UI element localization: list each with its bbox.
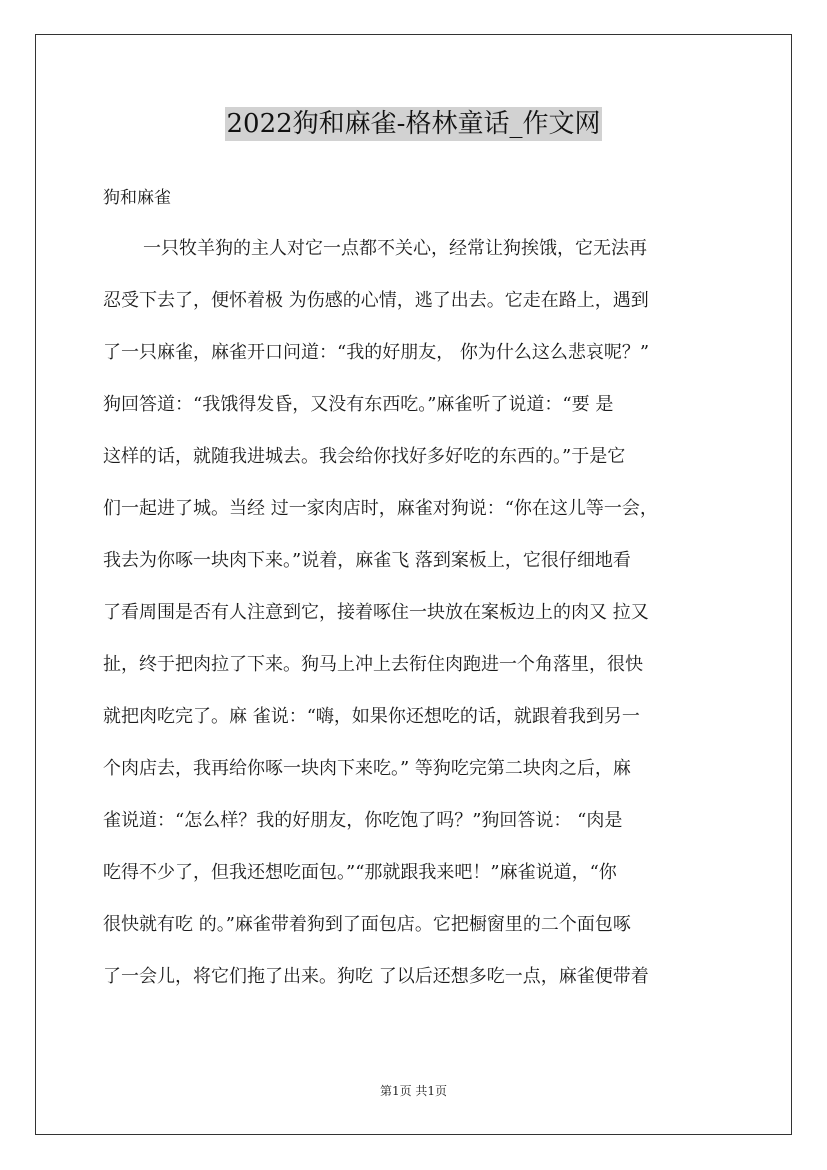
story-title: 狗和麻雀 (103, 188, 171, 208)
text-line: 了看周围是否有人注意到它，接着啄住一块放在案板边上的肉又 拉又 (103, 602, 649, 623)
text-line: 扯，终于把肉拉了下来。狗马上冲上去衔住肉跑进一个角落里，很快 (103, 654, 643, 675)
text-line: 了一只麻雀，麻雀开口问道：“我的好朋友， 你为什么这么悲哀呢？” (103, 342, 650, 363)
text-line: 这样的话，就随我进城去。我会给你找好多好吃的东西的。”于是它 (103, 446, 626, 467)
text-line: 吃得不少了，但我还想吃面包。”“那就跟我来吧！”麻雀说道，“你 (103, 862, 617, 883)
text-line: 狗回答道：“我饿得发昏，又没有东西吃。”麻雀听了说道：“要 是 (103, 394, 614, 415)
text-line: 了一会儿，将它们拖了出来。狗吃 了以后还想多吃一点，麻雀便带着 (103, 966, 649, 987)
text-line: 就把肉吃完了。麻 雀说：“嗨，如果你还想吃的话，就跟着我到另一 (103, 706, 640, 727)
document-title-text: 2022狗和麻雀-格林童话_作文网 (226, 109, 601, 139)
text-line: 很快就有吃 的。”麻雀带着狗到了面包店。它把橱窗里的二个面包啄 (103, 914, 631, 935)
text-line: 一只牧羊狗的主人对它一点都不关心，经常让狗挨饿，它无法再 (143, 238, 647, 259)
text-line: 忍受下去了，便怀着极 为伤感的心情，逃了出去。它走在路上，遇到 (103, 290, 649, 311)
story-body (103, 230, 733, 1010)
page-footer: 第1页 共1页 (379, 1084, 448, 1098)
text-line: 雀说道：“怎么样？我的好朋友，你吃饱了吗？”狗回答说： “肉是 (103, 810, 623, 831)
document-title (0, 103, 827, 140)
text-line: 们一起进了城。当经 过一家肉店时，麻雀对狗说：“你在这儿等一会， (103, 498, 658, 519)
text-line: 个肉店去，我再给你啄一块肉下来吃。” 等狗吃完第二块肉之后，麻 (103, 758, 631, 779)
text-line: 我去为你啄一块肉下来。”说着，麻雀飞 落到案板上，它很仔细地看 (103, 550, 631, 571)
